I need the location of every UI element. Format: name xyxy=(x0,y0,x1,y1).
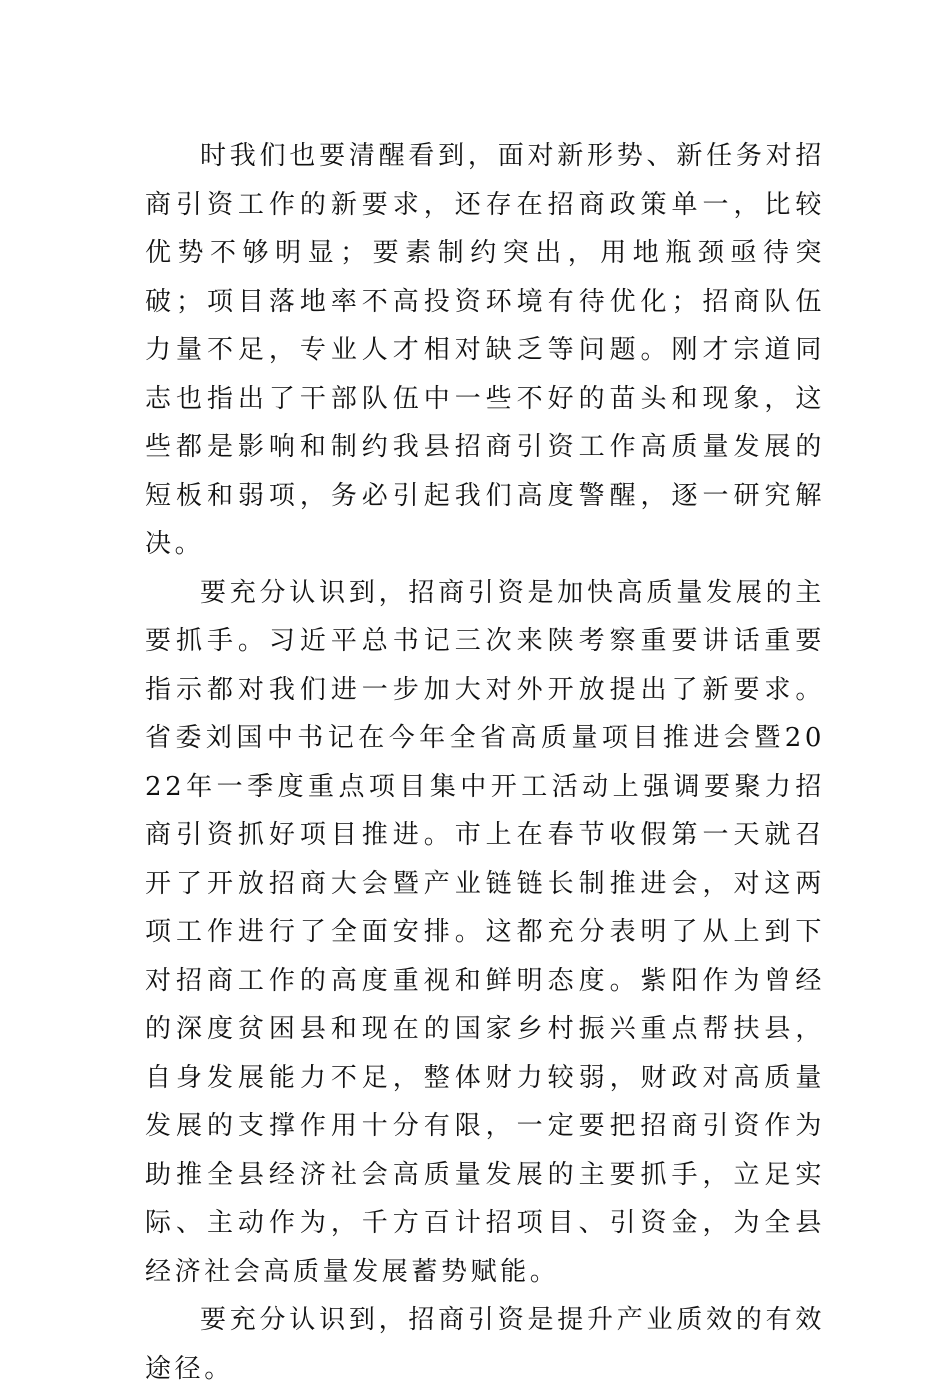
paragraph-3: 要充分认识到，招商引资是提升产业质效的有效途径。 xyxy=(145,1305,825,1384)
document-body xyxy=(145,132,825,1393)
paragraph-1: 时我们也要清醒看到，面对新形势、新任务对招商引资工作的新要求，还存在招商政策单一，比较优势不够明显；要素制约突出，用地瓶颈亟待突破；项目落地率不高投资环境有待优化；招商队伍力量不足，专业人才相对缺乏等问题。刚才宗道同志也指出了干部队伍中一些不好的苗头和现象，这些都是影响和制约我县招商引资工作高质量发展的短板和弱项，务必引起我们高度警醒，逐一研究解决。 xyxy=(145,141,825,559)
paragraph-2: 要充分认识到，招商引资是加快高质量发展的主要抓手。习近平总书记三次来陕考察重要讲话重要指示都对我们进一步加大对外开放提出了新要求。省委刘国中书记在今年全省高质量项目推进会暨2022年一季度重点项目集中开工活动上强调要聚力招商引资抓好项目推进。市上在春节收假第一天就召开了开放招商大会暨产业链链长制推进会，对这两项工作进行了全面安排。这都充分表明了从上到下对招商工作的高度重视和鲜明态度。紫阳作为曾经的深度贫困县和现在的国家乡村振兴重点帮扶县，自身发展能力不足，整体财力较弱，财政对高质量发展的支撑作用十分有限，一定要把招商引资作为助推全县经济社会高质量发展的主要抓手，立足实际、主动作为，千方百计招项目、引资金，为全县经济社会高质量发展蓄势赋能。 xyxy=(145,577,825,1287)
